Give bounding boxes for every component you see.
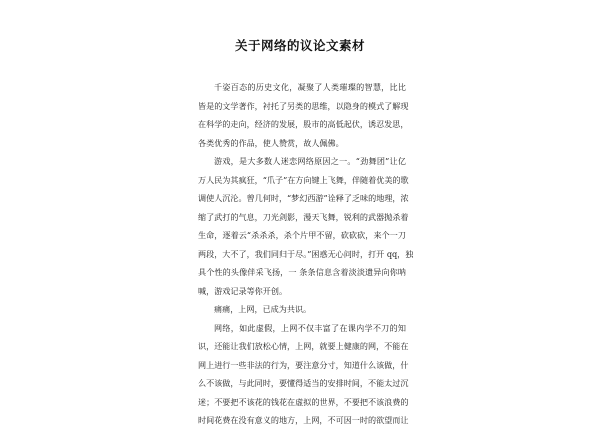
- paragraph-line: 千姿百态的历史文化，凝聚了人类璀璨的智慧，比比: [214, 82, 406, 92]
- paragraph-line: 万人民为其疯狂，“爪子”在方向键上飞舞，伴随着优美的歌: [198, 174, 409, 185]
- paragraph-line: 网上进行一些非法的行为，要注意分寸，知道什么该做，什: [198, 359, 409, 370]
- document-title: 关于网络的议论文素材: [234, 38, 365, 53]
- paragraph-line: 时间花费在没有意义的地方，上网，不可因一时的欲望而让: [198, 415, 409, 425]
- paragraph-line: 缩了武打的气息，刀光剑影，漫天飞舞，锐利的武器抛杀着: [198, 211, 409, 222]
- paragraph-line: 在科学的走向，经济的发展，股市的高低起伏，诱忍发思，: [198, 119, 409, 129]
- paragraph-line: 各类优秀的作品，使人赞赏，故人佩佛。: [198, 137, 344, 148]
- paragraph-line: 具个性的头像伴采飞扬，一 条条信息含着淡淡遗异向你呐: [198, 267, 406, 277]
- paragraph-line: 识，还能让我们放松心情，上网，就要上健康的网，不能在: [198, 341, 409, 351]
- paragraph-line: 调使人沉沦。曾几何时，“梦幻西游”诠释了乏味的地理，浓: [198, 193, 409, 203]
- document-body: [198, 78, 414, 430]
- paragraph-line: 生命，逐着云“杀杀杀，杀个片甲不留，砍砍砍，来个一刀: [198, 230, 406, 240]
- paragraph-line: 两段，大不了，我们同归于尽。”困惑无心问时，打开 qq，独: [198, 248, 414, 259]
- paragraph-line: 么不该做，与此同时，要懂得适当的安排时间，不能太过沉: [198, 378, 409, 388]
- paragraph-line: 迷；不要把不该花的钱花在虚拟的世界，不要把不该浪费的: [198, 396, 409, 407]
- paragraph-line: 游戏，是大多数人迷恋网络原因之一。“劲舞团”让亿: [214, 156, 406, 166]
- paragraph-line: 喊，游戏记录等你开创。: [198, 285, 288, 296]
- paragraph-line: 皆是的文学著作，衬托了另类的思维，以隐身的模式了解现: [198, 100, 409, 111]
- paragraph-line: 痛痛，上网，已成为共识。: [214, 304, 312, 314]
- paragraph-line: 网络，如此虚假，上网不仅丰富了在课内学不刀的知: [214, 322, 406, 333]
